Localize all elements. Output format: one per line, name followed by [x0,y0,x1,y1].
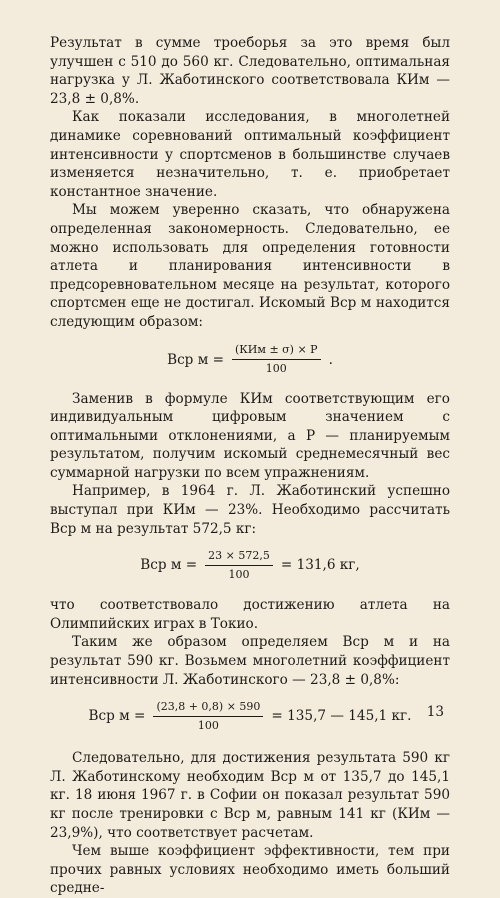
formula-denominator: 100 [265,362,287,375]
paragraph-6: что соответствовало достижению атлета на Олимпийских играх в Токио. [50,597,450,632]
formula-example-590 [50,693,450,739]
formula-general [50,336,450,384]
paragraph-5: Например, в 1964 г. Л. Жаботинский успешно выступал при КИм — 23%. Необходимо рассчитать Вср м на результат 572,5 кг: [50,483,450,537]
formula-fraction [232,343,321,376]
paragraph-9: Чем выше коэффициент эффективности, тем при прочих равных условиях необходимо иметь больший средне- [50,843,450,897]
formula-numerator: 23 × 572,5 [205,549,273,566]
formula-result: = 135,7 — 145,1 кг. [271,708,412,725]
formula-example-1964 [50,542,450,588]
formula-numerator: (КИм ± σ) × Р [232,343,321,360]
formula-fraction [205,549,273,582]
formula-fraction [153,700,263,733]
formula-denominator: 100 [197,718,219,732]
paragraph-3: Мы можем уверенно сказать, что обнаружена определенная закономерность. Следовательно, ее можно использовать для определения готовности атлета и планирования интенсивности в предсоревновательном месяце на результат, которого спортсмен еще не достигал. Искомый Вср м находится следующим образом: [50,202,450,330]
paragraph-4: Заменив в формуле КИм соответствующим его индивидуальным цифровым значением с оптимальными отклонениями, а Р — планируемым результатом, получим искомый среднемесячный вес суммарной нагрузки по всем упражнениям. [50,390,450,481]
paragraph-1: Результат в сумме троеборья за это время был улучшен с 510 до 560 кг. Следовательно, оптимальная нагрузка у Л. Жаботинского соответствовала КИм — 23,8 ± 0,8%. [50,35,450,107]
formula-lhs: Вср м = [88,708,146,725]
formula-result: = 131,6 кг, [280,557,360,574]
formula-lhs: Вср м = [167,351,224,368]
paragraph-2: Как показали исследования, в многолетней динамике соревнований оптимальный коэффициент интенсивности у спортсменов в большинстве случаев изменяется незначительно, т. е. приобретает константное значение. [50,109,450,200]
formula-tail: . [328,351,333,368]
paragraph-8: Следовательно, для достижения результата 590 кг Л. Жаботинскому необходим Вср м от 135,7 до 145,1 кг. 18 июня 1967 г. в Софии он показал результат 590 кг после тренировки с Вср м, равным 141 кг (КИм — 23,9%), что соответствует расчетам. [50,750,450,841]
formula-lhs: Вср м = [140,557,198,574]
formula-numerator: (23,8 + 0,8) × 590 [153,700,263,717]
formula-denominator: 100 [228,567,250,581]
paragraph-7: Таким же образом определяем Вср м и на результат 590 кг. Возьмем многолетний коэффициент интенсивности Л. Жаботинского — 23,8 ± 0,8%: [50,634,450,688]
page-number: 13 [426,704,444,720]
